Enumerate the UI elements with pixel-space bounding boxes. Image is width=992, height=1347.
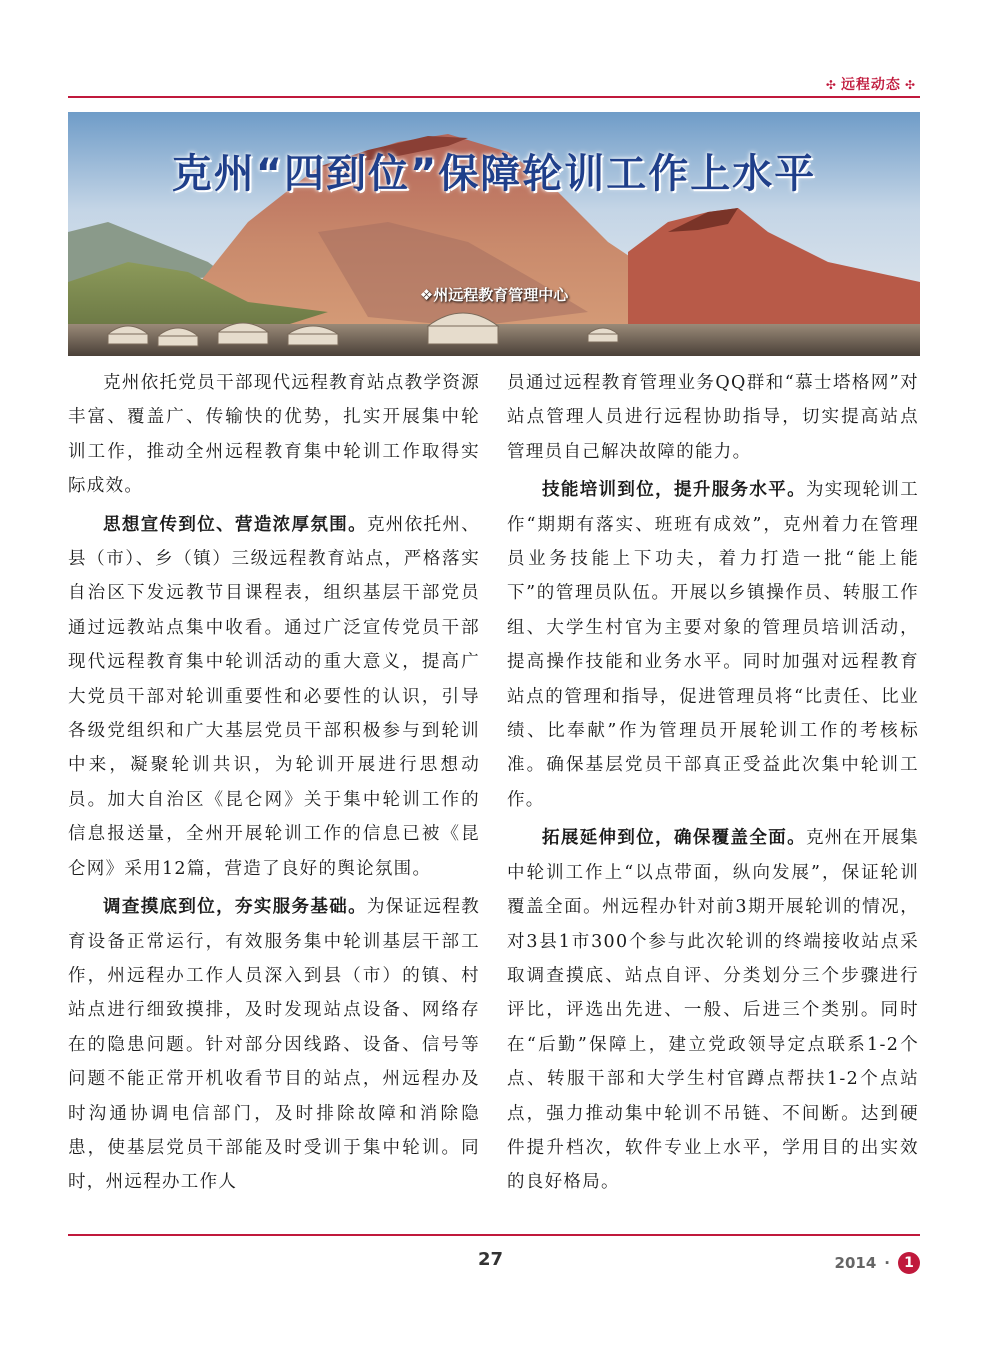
article-title: 克州“四到位”保障轮训工作上水平 (171, 151, 817, 197)
section-body: 克州在开展集中轮训工作上“以点带面，纵向发展”，保证轮训覆盖全面。州远程办针对前3期开展轮训的情况，对3县1市300个参与此次轮训的终端接收站点采取调查摸底、站点自评、分类划分三个步骤进行评比，评选出先进、一般、后进三个类别。同时在“后勤”保障上，建立党政领导定点联系1-2个点、转服干部和大学生村官蹲点帮扶1-2个点站点，强力推动集中轮训不吊链、不间断。达到硬件提升档次，软件专业上水平，学用目的出实效的良好格局。 (507, 828, 919, 1193)
section-heading: 技能培训到位，提升服务水平。 (542, 480, 806, 501)
section-tag (822, 74, 920, 94)
issue-year: 2014 (834, 1254, 877, 1272)
top-rule (68, 96, 920, 98)
intro-paragraph: 克州依托党员干部现代远程教育站点教学资源丰富、覆盖广、传输快的优势，扎实开展集中轮训工作，推动全州远程教育集中轮训工作取得实际成效。 (68, 373, 480, 497)
section-body: 克州依托州、县（市）、乡（镇）三级远程教育站点，严格落实自治区下发远教节目课程表，组织基层干部党员通过远教站点集中收看。通过广泛宣传党员干部现代远程教育集中轮训活动的重大意义，提高广大党员干部对轮训重要性和必要性的认识，引导各级党组织和广大基层党员干部积极参与到轮训中来，凝聚轮训共识，为轮训开展进行思想动员。加大自治区《昆仑网》关于集中轮训工作的信息报送量，全州开展轮训工作的信息已被《昆仑网》采用12篇，营造了良好的舆论氛围。 (68, 514, 480, 879)
section-paragraph (68, 508, 480, 886)
section-paragraph (68, 890, 480, 1200)
banner-image (68, 112, 920, 356)
ornament-icon: ✣ (904, 78, 916, 92)
section-heading: 思想宣传到位、营造浓厚氛围。 (103, 514, 367, 535)
section-heading: 拓展延伸到位，确保覆盖全面。 (542, 828, 806, 849)
issue-number-badge: 1 (898, 1252, 920, 1274)
issue-info (835, 1252, 920, 1274)
left-column (68, 366, 480, 1200)
author-byline: ❖州远程教育管理中心 (419, 286, 569, 304)
bottom-rule (68, 1234, 920, 1236)
section-body: 为保证远程教育设备正常运行，有效服务集中轮训基层干部工作，州远程办工作人员深入到县（市）的镇、村站点进行细致摸排，及时发现站点设备、网络存在的隐患问题。针对部分因线路、设备、信号等问题不能正常开机收看节目的站点，州远程办及时沟通协调电信部门，及时排除故障和消除隐患，使基层党员干部能及时受训于集中轮训。同时，州远程办工作人 (68, 897, 480, 1193)
section-name: 远程动态 (840, 77, 901, 93)
section-body: 为实现轮训工作“期期有落实、班班有成效”，克州着力在管理员业务技能上下功夫，着力打造一批“能上能下”的管理员队伍。开展以乡镇操作员、转服工作组、大学生村官为主要对象的管理员培训活动，提高操作技能和业务水平。同时加强对远程教育站点的管理和指导，促进管理员将“比责任、比业绩、比奉献”作为管理员开展轮训工作的考核标准。确保基层党员干部真正受益此次集中轮训工作。 (507, 480, 919, 810)
section-heading: 调查摸底到位，夯实服务基础。 (103, 897, 367, 918)
section-paragraph (507, 473, 919, 817)
section-paragraph (507, 821, 919, 1199)
ornament-icon: ✣ (825, 78, 837, 92)
page-number: 27 (478, 1249, 504, 1270)
continued-paragraph: 员通过远程教育管理业务QQ群和“慕士塔格网”对站点管理人员进行远程协助指导，切实提高站点管理员自己解决故障的能力。 (507, 373, 919, 462)
issue-separator: · (884, 1254, 890, 1272)
right-column (507, 366, 919, 1200)
